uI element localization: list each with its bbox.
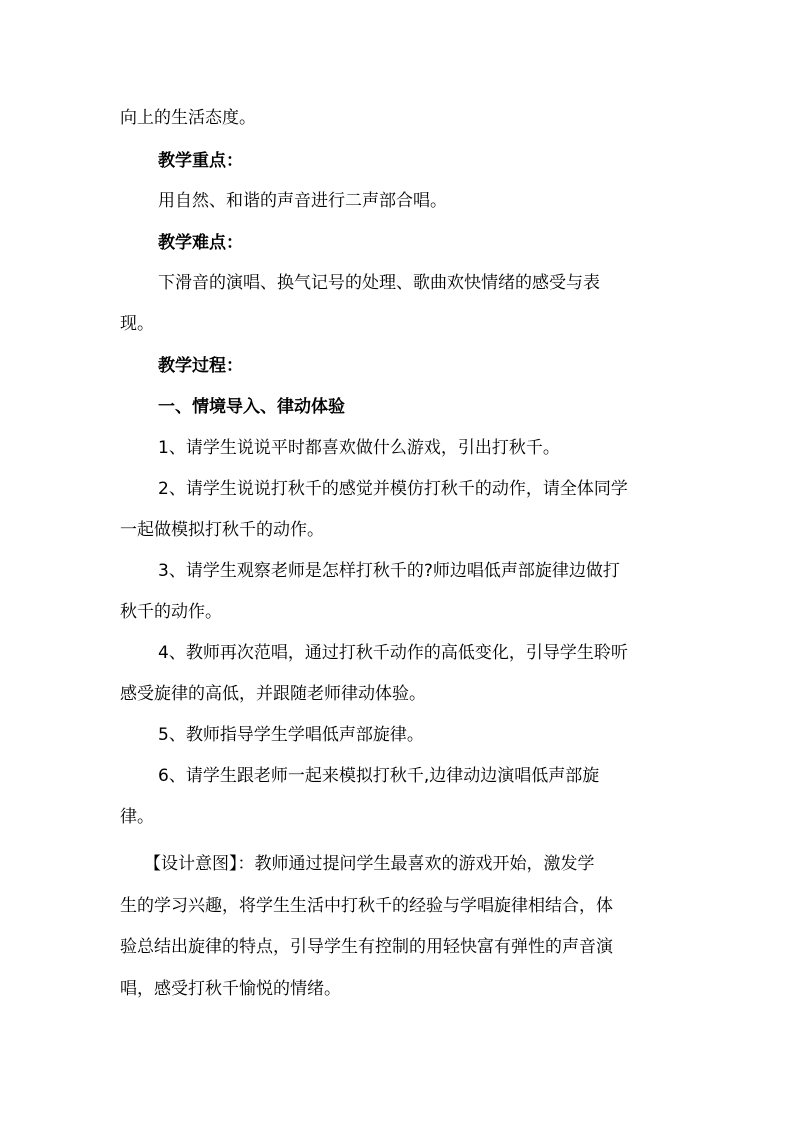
design-intent-paragraph: 【设计意图】：教师通过提问学生最喜欢的游戏开始，激发学 xyxy=(144,854,595,874)
list-item-3: 3、请学生观察老师是怎样打秋千的?师边唱低声部旋律边做打 xyxy=(158,561,620,581)
list-item-4: 4、教师再次范唱，通过打秋千动作的高低变化，引导学生聆听 xyxy=(158,643,628,663)
list-item-4-cont: 感受旋律的高低，并跟随老师律动体验。 xyxy=(120,684,426,704)
design-intent-line-3: 验总结出旋律的特点，引导学生有控制的用轻快富有弹性的声音演 xyxy=(120,937,613,957)
section-heading-teaching-focus: 教学重点： xyxy=(158,151,243,171)
paragraph-teaching-difficulty-cont: 现。 xyxy=(120,314,154,334)
paragraph-teaching-difficulty: 下滑音的演唱、换气记号的处理、歌曲欢快情绪的感受与表 xyxy=(158,273,600,293)
design-intent-line-2: 生的学习兴趣，将学生生活中打秋千的经验与学唱旋律相结合，体 xyxy=(120,896,613,916)
list-item-6: 6、请学生跟老师一起来模拟打秋千,边律动边演唱低声部旋 xyxy=(158,766,600,786)
list-item-2-cont: 一起做模拟打秋千的动作。 xyxy=(120,520,324,540)
list-item-3-cont: 秋千的动作。 xyxy=(120,602,222,622)
list-item-2: 2、请学生说说打秋千的感觉并模仿打秋千的动作，请全体同学 xyxy=(158,479,628,499)
subsection-heading-intro: 一、情境导入、律动体验 xyxy=(158,397,345,417)
list-item-6-cont: 律。 xyxy=(120,807,154,827)
section-heading-teaching-difficulty: 教学难点： xyxy=(158,233,243,253)
section-heading-teaching-process: 教学过程： xyxy=(158,356,243,376)
paragraph-teaching-focus: 用自然、和谐的声音进行二声部合唱。 xyxy=(158,191,447,211)
paragraph-continuation: 向上的生活态度。 xyxy=(120,108,256,128)
design-intent-line-4: 唱，感受打秋千愉悦的情绪。 xyxy=(120,979,341,999)
list-item-1: 1、请学生说说平时都喜欢做什么游戏，引出打秋千。 xyxy=(158,438,560,458)
list-item-5: 5、教师指导学生学唱低声部旋律。 xyxy=(158,725,424,745)
